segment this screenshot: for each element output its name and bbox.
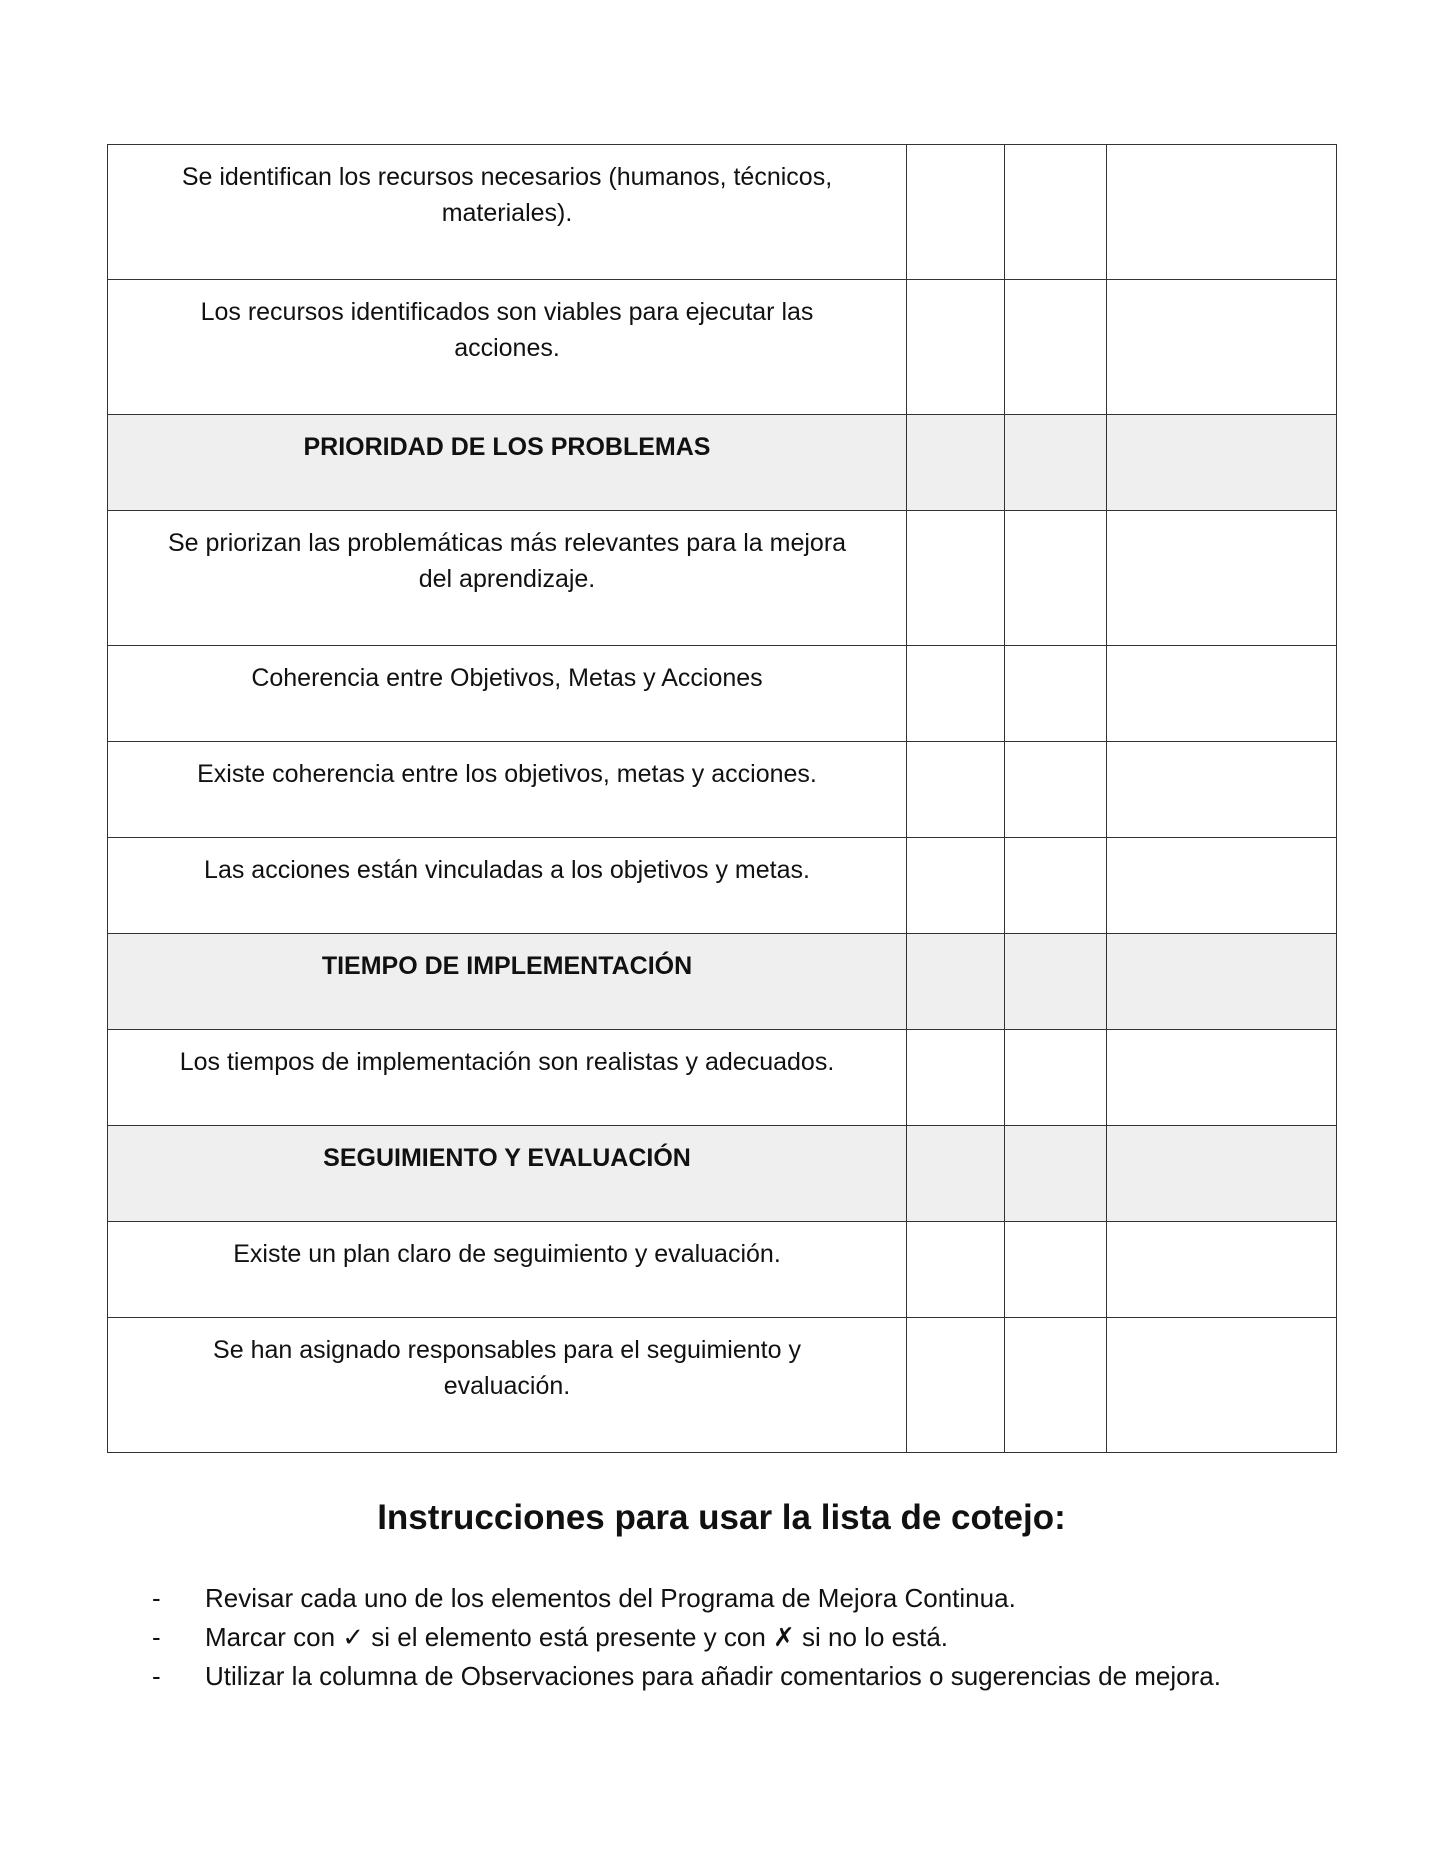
checklist-row <box>108 1318 1337 1453</box>
instruction-text: Utilizar la columna de Observaciones para añadir comentarios o sugerencias de mejora. <box>205 1661 1221 1691</box>
section-title: PRIORIDAD DE LOS PROBLEMAS <box>303 433 711 461</box>
observations-cell <box>1107 1030 1337 1126</box>
checklist-row <box>108 145 1337 280</box>
instruction-text: Marcar con ✓ si el elemento está presente y con ✗ si no lo está. <box>205 1622 949 1652</box>
criterion-text: Los tiempos de implementación son realistas y adecuados. <box>179 1048 835 1076</box>
instruction-item <box>152 1618 1352 1657</box>
present-mark-cell <box>907 1126 1005 1222</box>
observations-cell <box>1107 646 1337 742</box>
criterion-cell <box>108 1030 907 1126</box>
section-header-cell <box>108 415 907 511</box>
absent-mark-cell <box>1005 742 1107 838</box>
instruction-text: Revisar cada uno de los elementos del Programa de Mejora Continua. <box>205 1583 1016 1613</box>
criterion-text: Existe un plan claro de seguimiento y evaluación. <box>233 1240 781 1268</box>
present-mark-cell <box>907 145 1005 280</box>
present-mark-cell <box>907 511 1005 646</box>
criterion-cell <box>108 1318 907 1453</box>
checklist-table <box>107 144 1337 1453</box>
absent-mark-cell <box>1005 280 1107 415</box>
dash-bullet: - <box>152 1661 161 1691</box>
instruction-item <box>152 1579 1352 1618</box>
absent-mark-cell <box>1005 415 1107 511</box>
criterion-text: Coherencia entre Objetivos, Metas y Acciones <box>251 664 763 692</box>
observations-cell <box>1107 145 1337 280</box>
section-title: TIEMPO DE IMPLEMENTACIÓN <box>321 952 693 980</box>
absent-mark-cell <box>1005 1318 1107 1453</box>
criterion-cell <box>108 838 907 934</box>
checklist-row <box>108 1030 1337 1126</box>
checklist-row <box>108 511 1337 646</box>
observations-cell <box>1107 838 1337 934</box>
section-header-row <box>108 415 1337 511</box>
criterion-text: Los recursos identificados son viables para ejecutar las acciones. <box>200 298 814 362</box>
absent-mark-cell <box>1005 1030 1107 1126</box>
absent-mark-cell <box>1005 838 1107 934</box>
present-mark-cell <box>907 742 1005 838</box>
criterion-text: Las acciones están vinculadas a los objetivos y metas. <box>204 856 810 884</box>
section-title: SEGUIMIENTO Y EVALUACIÓN <box>323 1144 691 1172</box>
criterion-cell <box>108 742 907 838</box>
present-mark-cell <box>907 1222 1005 1318</box>
instructions-list <box>152 1579 1352 1696</box>
checklist-row <box>108 838 1337 934</box>
section-header-cell <box>108 1126 907 1222</box>
criterion-cell <box>108 511 907 646</box>
present-mark-cell <box>907 280 1005 415</box>
present-mark-cell <box>907 838 1005 934</box>
section-header-row <box>108 1126 1337 1222</box>
observations-cell <box>1107 1222 1337 1318</box>
criterion-cell <box>108 1222 907 1318</box>
criterion-text: Se priorizan las problemáticas más relevantes para la mejora del aprendizaje. <box>167 529 847 593</box>
observations-cell <box>1107 415 1337 511</box>
checklist-row <box>108 646 1337 742</box>
present-mark-cell <box>907 934 1005 1030</box>
observations-cell <box>1107 934 1337 1030</box>
absent-mark-cell <box>1005 1126 1107 1222</box>
dash-bullet: - <box>152 1583 161 1613</box>
checklist-row <box>108 1222 1337 1318</box>
observations-cell <box>1107 742 1337 838</box>
criterion-text: Se han asignado responsables para el seguimiento y evaluación. <box>213 1336 801 1400</box>
present-mark-cell <box>907 1318 1005 1453</box>
dash-bullet: - <box>152 1622 161 1652</box>
observations-cell <box>1107 1126 1337 1222</box>
section-header-cell <box>108 934 907 1030</box>
criterion-cell <box>108 145 907 280</box>
checklist-row <box>108 742 1337 838</box>
observations-cell <box>1107 511 1337 646</box>
checklist-row <box>108 280 1337 415</box>
section-header-row <box>108 934 1337 1030</box>
absent-mark-cell <box>1005 934 1107 1030</box>
observations-cell <box>1107 1318 1337 1453</box>
criterion-text: Existe coherencia entre los objetivos, metas y acciones. <box>197 760 817 788</box>
criterion-cell <box>108 280 907 415</box>
absent-mark-cell <box>1005 646 1107 742</box>
absent-mark-cell <box>1005 145 1107 280</box>
criterion-text: Se identifican los recursos necesarios (humanos, técnicos, materiales). <box>181 163 833 227</box>
instruction-item <box>152 1657 1352 1696</box>
observations-cell <box>1107 280 1337 415</box>
criterion-cell <box>108 646 907 742</box>
present-mark-cell <box>907 1030 1005 1126</box>
present-mark-cell <box>907 415 1005 511</box>
absent-mark-cell <box>1005 1222 1107 1318</box>
absent-mark-cell <box>1005 511 1107 646</box>
present-mark-cell <box>907 646 1005 742</box>
instructions-title: Instrucciones para usar la lista de cotejo: <box>377 1498 1066 1537</box>
